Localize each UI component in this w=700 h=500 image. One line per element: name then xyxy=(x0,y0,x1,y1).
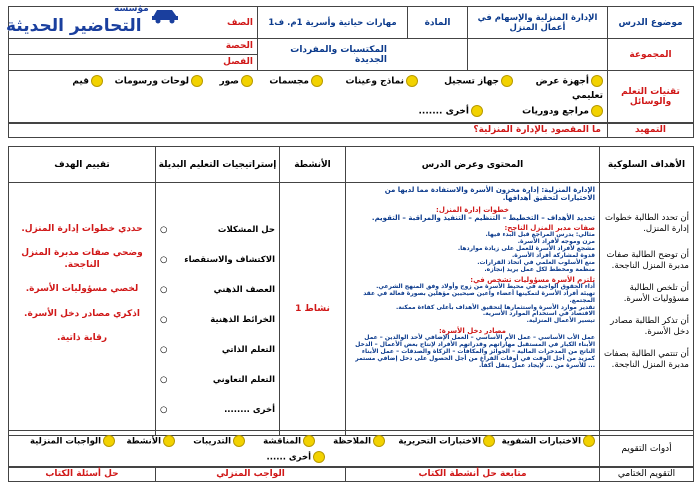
checkbox-icon xyxy=(103,435,115,447)
circle-bullet-icon: ○ xyxy=(160,345,168,355)
resp-item: أداء الحقوق الواجبة في محيط الأسرة من زوج وأولاد وفق المنهج الشرعي. xyxy=(376,282,595,290)
tech-item-models[interactable]: نماذج وعينات xyxy=(345,75,418,87)
assess-other[interactable]: أخرى ...... xyxy=(267,451,325,463)
objective-item: أن تلخص الطالبة مسؤوليات الأسرة. xyxy=(623,282,689,305)
checkbox-icon xyxy=(591,75,603,87)
assessment-table xyxy=(8,430,694,468)
circle-bullet-icon: ○ xyxy=(160,405,168,415)
circle-bullet-icon: ○ xyxy=(160,225,168,235)
resp-item: تقدير موارد الأسرة واستثمارها لتحقيق الأهداف بأعلى كفاءة ممكنة. xyxy=(396,303,595,311)
evaluation-item: رقابة ذاتية. xyxy=(56,332,108,343)
evaluation-item: حددي خطوات إدارة المنزل. xyxy=(21,224,143,234)
checkbox-icon xyxy=(233,435,245,447)
activity-cell: نشاط 1 xyxy=(280,183,346,436)
checkbox-icon xyxy=(471,105,483,117)
tech-item-recorder[interactable]: جهاز تسجيل xyxy=(444,75,513,87)
col-content: المحتوى وعرض الدرس xyxy=(346,147,600,183)
strategy-item[interactable]: الاكتشاف والاستقصاء ○ xyxy=(160,255,275,285)
checkbox-icon xyxy=(313,451,325,463)
checkbox-icon xyxy=(501,75,513,87)
traits-title: صفات مدبر المنزل الناجح: xyxy=(504,224,595,232)
col-evaluation: تقييم الهدف xyxy=(9,147,156,183)
final-c: حل أسئلة الكتاب xyxy=(9,467,156,482)
strategies-cell xyxy=(156,183,280,436)
col-objectives: الأهداف السلوكية xyxy=(600,147,694,183)
strategy-item[interactable]: الخرائط الذهنية ○ xyxy=(160,315,275,345)
evaluation-item: وضحي صفات مدبرة المنزل الناجحة. xyxy=(21,248,143,271)
evaluation-item: اذكري مصادر دخل الأسرة. xyxy=(24,308,140,319)
tech-item-projectors[interactable]: أجهزة عرض xyxy=(536,75,603,87)
checkbox-icon xyxy=(311,75,323,87)
resp-item: الاقتصاد في استخدام الموارد الأسرية. xyxy=(482,310,595,318)
objectives-cell xyxy=(600,183,694,436)
checkbox-icon xyxy=(241,75,253,87)
checkbox-icon xyxy=(91,75,103,87)
tech-label: تقنيات التعلم والوسائل xyxy=(608,71,694,124)
strategy-item[interactable]: العصف الذهني ○ xyxy=(160,285,275,315)
logo-main-text: التحاضير الحديثة xyxy=(6,16,142,36)
strategy-item[interactable]: التعلم الذاتي ○ xyxy=(160,345,275,375)
vocab-label: المكتسبات والمفردات الجديدة xyxy=(258,39,468,71)
assess-written[interactable]: الاختبارات التحريرية xyxy=(398,435,495,447)
tech-item-values[interactable]: قيم xyxy=(72,75,103,87)
topic-label: موضوع الدرس xyxy=(608,7,694,39)
logo xyxy=(4,2,184,42)
evaluation-cell xyxy=(9,183,156,436)
final-a: متابعة حل أنشطة الكتاب xyxy=(346,467,600,482)
strategy-item[interactable]: التعلم التعاوني ○ xyxy=(160,375,275,405)
car-icon xyxy=(150,4,180,24)
final-b: الواجب المنزلي xyxy=(156,467,346,482)
intro-label: التمهيد xyxy=(608,123,694,138)
objective-item: أن تحدد الطالبة خطوات إدارة المنزل. xyxy=(604,213,689,235)
resp-item: تهيئة أفراد الأسرة لتمكينها أعضاء واعين صيحيين مؤهلين بصورة فعالة في عقد المجتمع. xyxy=(363,289,595,304)
intro-text: ما المقصود بالإدارة المنزلية؟ xyxy=(9,123,608,138)
tech-item-mockups[interactable]: مجسمات xyxy=(269,75,323,87)
group-value xyxy=(468,39,608,71)
intro-table xyxy=(8,122,694,138)
checkbox-icon xyxy=(303,435,315,447)
final-label: التقويم الختامي xyxy=(600,467,694,482)
trait-item: مثالي: يدرس المراجع قبل البدء فيها. xyxy=(485,231,595,239)
tech-item-other[interactable]: أخرى ....... xyxy=(419,105,483,117)
assess-oral[interactable]: الاختبارات الشفوية xyxy=(502,435,595,447)
assess-homework[interactable]: الواجبات المنزلية xyxy=(30,435,115,447)
col-activities: الأنشطة xyxy=(280,147,346,183)
tech-item-boards[interactable]: لوحات ورسومات xyxy=(115,75,203,87)
assess-activities[interactable]: الأنشطة xyxy=(126,435,175,447)
circle-bullet-icon: ○ xyxy=(160,285,168,295)
checkbox-icon xyxy=(591,105,603,117)
content-cell xyxy=(346,183,600,436)
checkbox-icon xyxy=(483,435,495,447)
checkbox-icon xyxy=(373,435,385,447)
trait-item: مشجع لأفراد الأسرة للعمل على زيادة مواردها. xyxy=(457,245,595,253)
checkbox-icon xyxy=(583,435,595,447)
group-label: المجموعة xyxy=(608,39,694,71)
tech-item-references[interactable]: مراجع ودوريات xyxy=(522,105,603,117)
steps-text: تحديد الأهداف – التخطيط – التنظيم – التنفيذ والمراقبة – التقويم. xyxy=(371,213,595,222)
tech-items xyxy=(9,71,608,124)
assess-observation[interactable]: الملاحظة xyxy=(333,435,385,447)
evaluation-item: لخصي مسؤوليات الأسرة. xyxy=(25,284,139,295)
income-title: مصادر دخل الأسرة: xyxy=(438,327,507,336)
chapter-label: الفصل xyxy=(223,57,253,67)
circle-bullet-icon: ○ xyxy=(160,315,168,325)
objective-item: أن توضح الطالبة صفات مدبرة المنزل الناجحة. xyxy=(606,249,689,272)
col-strategies: إستراتيجيات التعليم البديلة xyxy=(156,147,280,183)
period-cell xyxy=(9,39,258,71)
class-label: الصف xyxy=(9,7,258,39)
final-table xyxy=(8,466,694,482)
checkbox-icon xyxy=(163,435,175,447)
period-label: الحصة xyxy=(9,39,257,55)
resp-title: تلتزم الأسرة مسؤوليات تشخص في: xyxy=(470,275,595,284)
objective-item: أن تذكر الطالبة مصادر دخل الأسرة. xyxy=(610,315,689,338)
circle-bullet-icon: ○ xyxy=(160,255,168,265)
income-text: عمل الأب الأساسي – عمل الأم الأساسي – العمل الإضافي لأحد الوالدين – عمل الأبناء الكبار في المستقبل مهاراتهم وقدراتهم الأفراد لإنتاج بعض الأعمال – الدخل الناتج من المدخرات المالية – الجوائز والمكافآت – الزكاة والصدقات – عمل الأبناء كمزيد من أجل الوقت في أوقات الفراغ من أجل الحصول على دخل إضافي مستمر ... للأسرة من ... لإيجاد عمل ينقل أكفأ. xyxy=(355,334,595,369)
trait-item: مرن وموجه لأفراد الأسرة. xyxy=(517,238,595,246)
trait-item: منظمة ومخطط لكل عمل يريد إنجازه. xyxy=(484,265,595,273)
tech-table xyxy=(8,70,694,124)
assessment-items xyxy=(9,431,600,468)
strategy-item[interactable]: أخرى ........ ○ xyxy=(160,405,275,435)
assess-discussion[interactable]: المناقشة xyxy=(263,435,315,447)
tech-item-educational: تعليمي xyxy=(572,91,603,101)
resp-item: تيسير الأعمال المنزلية. xyxy=(526,317,595,325)
logo-top-text: مؤسسة xyxy=(114,4,149,14)
assess-exercises[interactable]: التدريبات xyxy=(193,435,245,447)
checkbox-icon xyxy=(191,75,203,87)
assessment-label: أدوات التقويم xyxy=(600,431,694,468)
subject-value: مهارات حياتية وأسرية 1م. ف1 xyxy=(258,7,408,39)
topic-value: الإدارة المنزلية والإسهام في أعمال المنزل xyxy=(468,7,608,39)
objective-item: أن تنتمي الطالبة بصفات مدبرة المنزل الناجحة. xyxy=(603,348,689,371)
checkbox-icon xyxy=(406,75,418,87)
circle-bullet-icon: ○ xyxy=(160,375,168,385)
strategy-item[interactable]: حل المشكلات ○ xyxy=(160,225,275,255)
subject-label: المادة xyxy=(408,7,468,39)
content-intro: الإدارة المنزلية: إدارة مخزون الأسرة والاستفادة مما لديها من الاختيارات لتحقيق أهدافها. xyxy=(384,186,595,203)
tech-item-pictures[interactable]: صور xyxy=(219,75,253,87)
steps-title: خطوات إدارة المنزل: xyxy=(436,205,509,214)
main-table xyxy=(8,146,694,436)
trait-item: قدوة لمشاركة أفراد الأسرة. xyxy=(512,251,595,259)
trait-item: منع الأسلوب العلمي في اتخاذ القرارات. xyxy=(477,258,595,266)
